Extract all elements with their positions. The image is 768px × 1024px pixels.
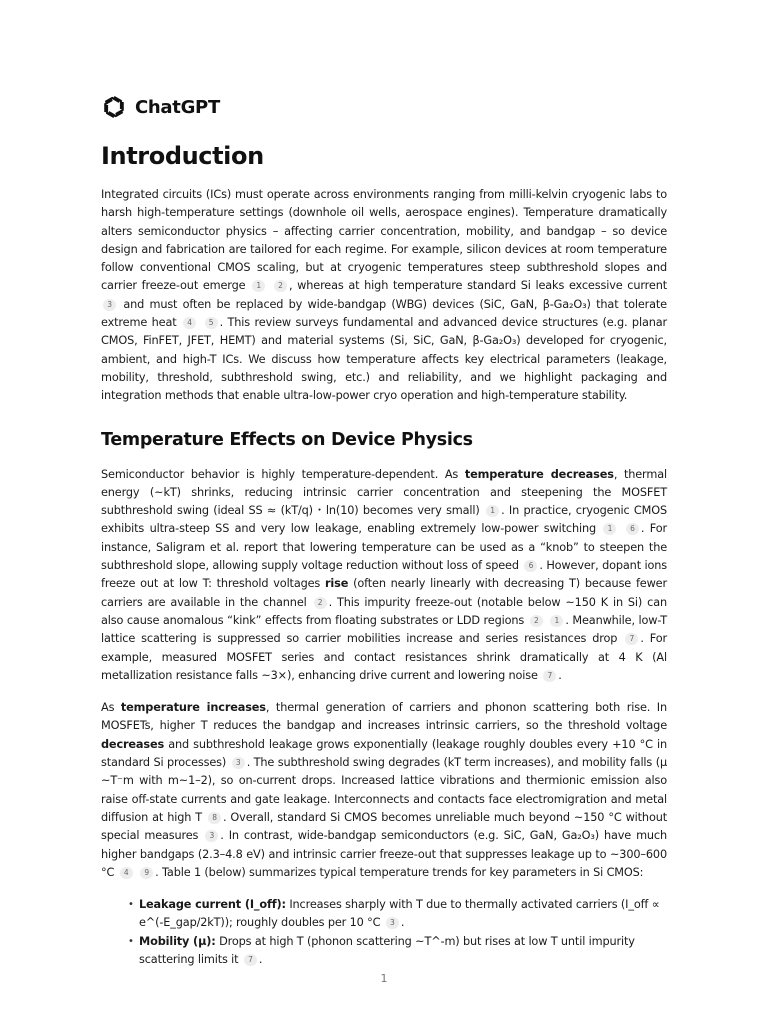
citation-badge[interactable]: 1 bbox=[252, 280, 265, 292]
brand-name: ChatGPT bbox=[135, 96, 220, 118]
document-page bbox=[101, 92, 667, 969]
brand-header bbox=[101, 92, 667, 122]
citation-badge[interactable]: 5 bbox=[205, 317, 218, 329]
citation-badge[interactable]: 3 bbox=[232, 757, 245, 769]
section-paragraph: As temperature increases, thermal generation of carriers and phonon scattering both rise. In MOSFETs, higher T reduces the bandgap and increases intrinsic carriers, so the threshold voltage decreases and subthreshold leakage grows exponentially (leakage roughly doubles every +10 °C in standard Si processes) 3 . The subthreshold swing degrades (kT term increases), and mobility falls (μ ~T⁻m with m~1–2), so on-current drops. Increased lattice vibrations and thermionic emission also raise off-state currents and gate leakage. Interconnects and contacts face electromigration and metal diffusion at high T 8 . Overall, standard Si CMOS becomes unreliable much beyond ~150 °C without special measures 3 . In contrast, wide-bandgap semiconductors (e.g. SiC, GaN, Ga₂O₃) have much higher bandgaps (2.3–4.8 eV) and intrinsic carrier freeze-out that suppresses leakage up to ~300–600 °C 4 9 . Table 1 (below) summarizes typical temperature trends for key parameters in Si CMOS: bbox=[101, 701, 668, 879]
citation-badge[interactable]: 7 bbox=[244, 954, 257, 966]
parameter-list bbox=[101, 896, 667, 969]
citation-badge[interactable]: 1 bbox=[603, 523, 616, 535]
section-heading: Temperature Effects on Device Physics bbox=[101, 429, 473, 450]
citation-badge[interactable]: 3 bbox=[386, 917, 399, 929]
list-item: • Leakage current (I_off): Increases sharply with T due to thermally activated carriers (I_off ∝ e^(-E_gap/2kT)); roughly doubles per 10 °C 3 . bbox=[139, 896, 667, 933]
openai-logo-icon bbox=[101, 94, 127, 120]
page-number: 1 bbox=[380, 972, 388, 985]
citation-badge[interactable]: 7 bbox=[625, 633, 638, 645]
citation-badge[interactable]: 2 bbox=[314, 597, 327, 609]
intro-heading: Introduction bbox=[101, 142, 264, 170]
citation-badge[interactable]: 3 bbox=[103, 299, 116, 311]
citation-badge[interactable]: 1 bbox=[486, 505, 499, 517]
citation-badge[interactable]: 6 bbox=[626, 523, 639, 535]
citation-badge[interactable]: 2 bbox=[274, 280, 287, 292]
citation-badge[interactable]: 7 bbox=[543, 670, 556, 682]
citation-badge[interactable]: 2 bbox=[530, 615, 543, 627]
citation-badge[interactable]: 4 bbox=[183, 317, 196, 329]
section-paragraph: Semiconductor behavior is highly temperature-dependent. As temperature decreases, thermal energy (~kT) shrinks, reducing intrinsic carrier concentration and steepening the MOSFET subthreshold swing (ideal SS ≈ (kT/q)・ln(10) becomes very small) 1 . In practice, cryogenic CMOS exhibits ultra-steep SS and very low leakage, enabling extremely low-power switching 1 6 . For instance, Saligram et al. report that lowering temperature can be used as a “knob” to steepen the subthreshold slope, allowing supply voltage reduction without loss of speed 6 . However, dopant ions freeze out at low T: threshold voltages rise (often nearly linearly with decreasing T) because fewer carriers are available in the channel 2 . This impurity freeze-out (notable below ~150 K in Si) can also cause anomalous “kink” effects from floating substrates or LDD regions 2 1 . Meanwhile, low-T lattice scattering is suppressed so carrier mobilities increase and series resistances drop 7 . For example, measured MOSFET series and contact resistances shrink dramatically at 4 K (Al metallization resistance falls ~3×), enhancing drive current and lowering noise 7 . bbox=[101, 467, 667, 682]
list-item: • Mobility (μ): Drops at high T (phonon scattering ~T^-m) but rises at low T until impurity scattering limits it 7 . bbox=[139, 933, 667, 970]
intro-paragraph: Integrated circuits (ICs) must operate across environments ranging from milli-kelvin cryogenic labs to harsh high-temperature settings (downhole oil wells, aerospace engines). Temperature dramatically alters semiconductor physics – affecting carrier concentration, mobility, and bandgap – so device design and fabrication are tailored for each regime. For example, silicon devices at room temperature follow conventional CMOS scaling, but at cryogenic temperatures steep subthreshold slopes and carrier freeze-out emerge 1 2 , whereas at high temperature standard Si leaks excessive current 3 and must often be replaced by wide-bandgap (WBG) devices (SiC, GaN, β-Ga₂O₃) that tolerate extreme heat 4 5 . This review surveys fundamental and advanced device structures (e.g. planar CMOS, FinFET, JFET, HEMT) and material systems (Si, SiC, GaN, β-Ga₂O₃) developed for cryogenic, ambient, and high-T ICs. We discuss how temperature affects key electrical parameters (leakage, mobility, threshold, subthreshold swing, etc.) and reliability, and we highlight packaging and integration methods that enable ultra-low-power cryo operation and high-temperature stability. bbox=[101, 188, 667, 403]
citation-badge[interactable]: 9 bbox=[140, 867, 153, 879]
citation-badge[interactable]: 3 bbox=[205, 830, 218, 842]
citation-badge[interactable]: 1 bbox=[550, 615, 563, 627]
citation-badge[interactable]: 8 bbox=[208, 812, 221, 824]
citation-badge[interactable]: 4 bbox=[120, 867, 133, 879]
citation-badge[interactable]: 6 bbox=[524, 560, 537, 572]
